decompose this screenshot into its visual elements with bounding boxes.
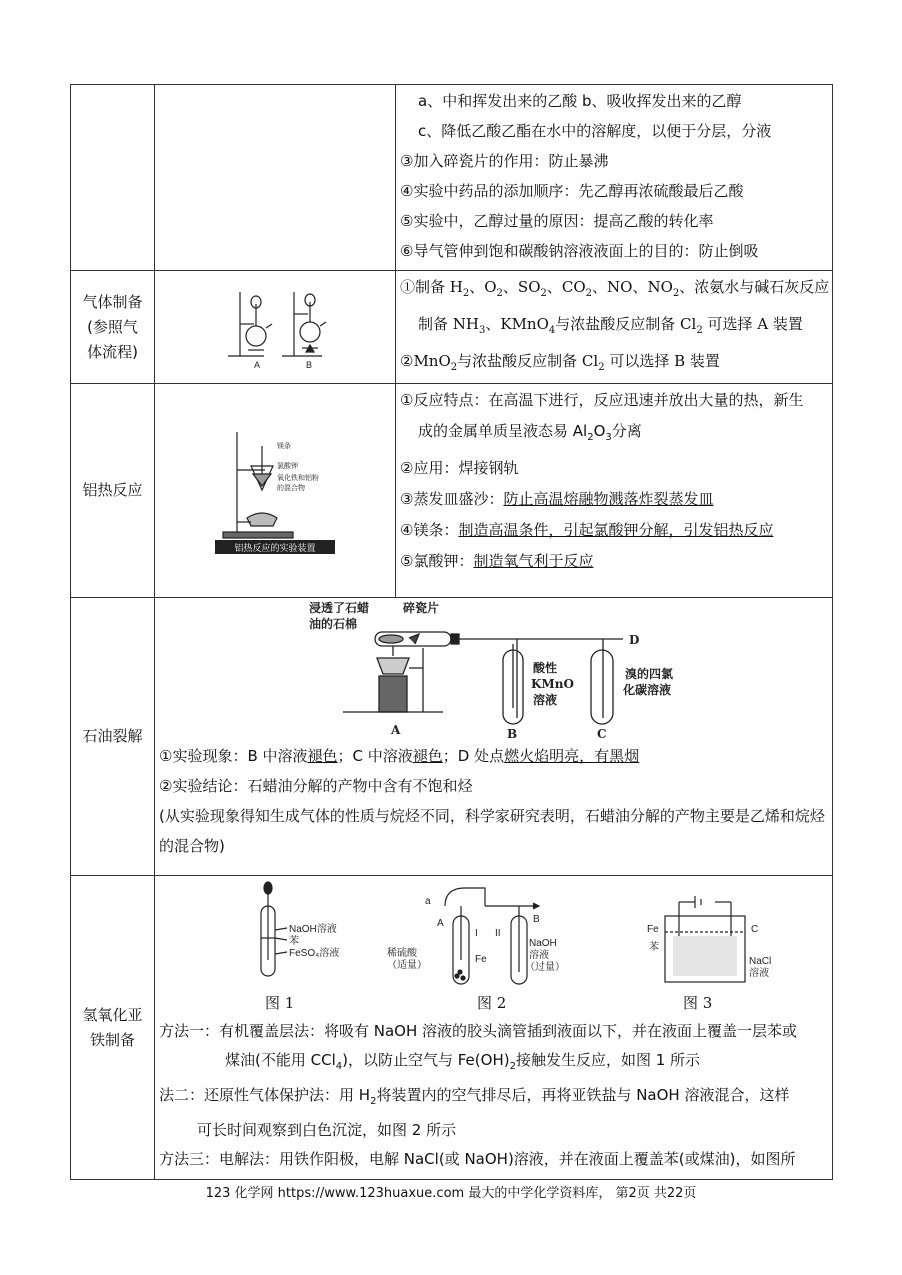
summary-table — [70, 84, 833, 1180]
ester-line-4: ④实验中药品的添加顺序：先乙醇再浓硫酸最后乙酸 — [400, 182, 744, 200]
thermite-label-cell: 铝热反应 — [71, 384, 155, 598]
fe-content-cell — [155, 876, 833, 1180]
ester-text-cell — [396, 85, 833, 271]
cracking-line-1: ①实验现象：B 中溶液褪色；C 中溶液褪色；D 处点燃火焰明亮，有黑烟 — [159, 747, 640, 765]
cracking-fig-letter-b: B — [507, 727, 518, 740]
fe-label-cell — [71, 876, 155, 1180]
thermite-line-5: ④镁条：制造高温条件，引起氯酸钾分解，引发铝热反应 — [400, 521, 774, 539]
gas-text-cell — [396, 271, 833, 384]
fe-fig3-label-nacl-2: 溶液 — [749, 968, 769, 979]
fe-row — [71, 876, 833, 1180]
fe-fig1-label-naoh: NaOH溶液 — [289, 924, 337, 935]
fe-fig2-label-naoh-3: （过量） — [525, 962, 565, 973]
fe-fig2-caption: 图 2 — [477, 994, 507, 1012]
thermite-line-1: ①反应特点：在高温下进行，反应迅速并放出大量的热，新生 — [400, 391, 804, 409]
cracking-fig-c-text-2: 化碳溶液 — [623, 683, 672, 697]
fe-fig2-label-B: B — [533, 914, 540, 925]
thermite-fig-label-mix2: 的混合物 — [277, 484, 305, 492]
cracking-content-cell — [155, 598, 833, 876]
ester-figure-cell — [155, 85, 396, 271]
cracking-line-3: (从实验现象得知生成气体的性质与烷烃不同，科学家研究表明，石蜡油分解的产物主要是乙烯和烷烃的混合物) — [159, 807, 825, 855]
gas-row — [71, 271, 833, 384]
gas-fig-label-b: B — [306, 360, 313, 370]
ester-line-5: ⑤实验中，乙醇过量的原因：提高乙酸的转化率 — [400, 212, 714, 230]
cracking-fig-b-text-2: KMnO — [531, 677, 574, 691]
cracking-fig-b-text-3: 溶液 — [533, 693, 558, 707]
fe-method-2-line-2: 可长时间观察到白色沉淀，如图 2 所示 — [197, 1121, 457, 1139]
fe-fig3-caption: 图 3 — [683, 994, 713, 1012]
gas-apparatus-diagram — [220, 284, 330, 370]
gas-label-cell — [71, 271, 155, 384]
fe-method-1-line-1: 方法一：有机覆盖层法：将吸有 NaOH 溶液的胶头滴管插到液面以下，并在液面上覆盖一层苯或 — [159, 1022, 798, 1040]
fe-fig2-label-a: a — [425, 896, 431, 907]
cracking-fig-c-text-1: 溴的四氯 — [625, 667, 674, 681]
ester-line-3: ③加入碎瓷片的作用：防止暴沸 — [400, 152, 609, 170]
fe-method-1-line-2: 煤油(不能用 CCl$_4$)，以防止空气与 $Fe(OH)_2$接触发生反应，如图 1 所示 — [225, 1051, 701, 1072]
thermite-figure-cell — [155, 384, 396, 598]
fe-fig1-caption: 图 1 — [265, 994, 295, 1012]
fe-fig3-label-c: C — [751, 924, 759, 935]
cracking-label-cell: 石油裂解 — [71, 598, 155, 876]
cracking-apparatus-diagram — [303, 598, 833, 740]
fe-label-line-2: 铁制备 — [89, 1030, 135, 1049]
page-footer: 123 化学网 https://www.123huaxue.com 最大的中学化学资料库， 第2页 共22页 — [205, 1186, 697, 1201]
fe-fig3-label-benzene: 苯 — [649, 942, 659, 953]
thermite-line-2: 成的金属单质呈液态易 $Al_2O_3$分离 — [418, 422, 642, 443]
ester-line-2: c、降低乙酸乙酯在水中的溶解度，以便于分层，分液 — [418, 122, 772, 140]
fe-fig2-label-naoh-1: NaOH — [529, 938, 557, 949]
fe-fig2-label-A: A — [437, 918, 444, 929]
cracking-fig-letter-c: C — [597, 727, 607, 740]
cracking-fig-letter-d: D — [629, 633, 640, 647]
ester-line-1: a、中和挥发出来的乙酸 b、吸收挥发出来的乙醇 — [418, 92, 742, 110]
thermite-fig-label-kclo3: 氯酸钾 — [277, 462, 298, 470]
fe-method-2-line-1: 法二：还原性气体保护法：用 $H_2$将装置内的空气排尽后，再将亚铁盐与 NaOH 溶液混合，这样 — [159, 1086, 790, 1107]
cracking-fig-title-3: 碎瓷片 — [403, 601, 440, 615]
thermite-fig-label-mix1: 氧化铁和铝粉 — [277, 474, 319, 482]
ester-row — [71, 85, 833, 271]
fe-fig3-label-nacl-1: NaCl — [749, 956, 772, 967]
fe-fig2-label-I: I — [475, 928, 478, 939]
gas-fig-label-a: A — [254, 360, 261, 370]
thermite-caption: 铝热反应的实验装置 — [234, 542, 316, 553]
gas-label-line-2: (参照气 — [87, 317, 138, 336]
cracking-fig-letter-a: A — [391, 723, 401, 737]
fe-fig2-label-acid-amt: （适量） — [387, 960, 427, 971]
thermite-fig-label-mg: 镁条 — [277, 442, 291, 450]
gas-label-line-1: 气体制备 — [82, 292, 143, 311]
ester-line-6: ⑥导气管伸到饱和碳酸钠溶液液面上的目的：防止倒吸 — [400, 242, 759, 260]
thermite-line-3: ②应用：焊接钢轨 — [400, 459, 519, 477]
gas-figure-cell — [155, 271, 396, 384]
cracking-fig-b-text-1: 酸性 — [533, 661, 558, 675]
fe-fig3-label-fe: Fe — [647, 924, 659, 935]
cracking-fig-title-2: 油的石棉 — [309, 617, 358, 631]
cracking-fig-title-1: 浸透了石蜡 — [309, 601, 370, 615]
fe-method-3-line-1: 方法三：电解法：用铁作阳极，电解 NaCl(或 NaOH)溶液，并在液面上覆盖苯(或煤油)，如图所 — [159, 1150, 796, 1168]
gas-label-line-3: 体流程) — [87, 342, 138, 361]
thermite-row — [71, 384, 833, 598]
cracking-row — [71, 598, 833, 876]
fe-apparatus-diagrams — [155, 876, 835, 1016]
thermite-apparatus-diagram — [215, 426, 335, 556]
fe-fig2-label-acid: 稀硫酸 — [387, 948, 417, 959]
fe-fig1-label-benzene: 苯 — [289, 936, 299, 947]
gas-line-3: ②MnO$_2$与浓盐酸反应制备 $Cl_2$ 可以选择 B 装置 — [400, 352, 720, 373]
fe-label-line-1: 氢氧化亚 — [82, 1005, 143, 1024]
fe-fig1-label-feso4: FeSO₄溶液 — [289, 948, 340, 959]
thermite-text-cell — [396, 384, 833, 598]
fe-fig2-label-fe: Fe — [475, 954, 487, 965]
fe-fig2-label-II: II — [495, 928, 501, 939]
thermite-line-6: ⑤氯酸钾：制造氧气利于反应 — [400, 552, 594, 570]
gas-line-1: ①制备 $H_2$、$O_2$、$SO_2$、$CO_2$、NO、$NO_2$、浓氨水与碱石灰反应 — [400, 278, 830, 299]
ester-label-cell — [71, 85, 155, 271]
thermite-line-4: ③蒸发皿盛沙：防止高温熔融物溅落炸裂蒸发皿 — [400, 490, 714, 508]
cracking-line-2: ②实验结论：石蜡油分解的产物中含有不饱和烃 — [159, 777, 473, 795]
gas-line-2: 制备 $NH_3$、KMnO$_4$与浓盐酸反应制备 $Cl_2$ 可选择 A 装置 — [418, 315, 803, 336]
fe-fig2-label-naoh-2: 溶液 — [529, 950, 549, 961]
